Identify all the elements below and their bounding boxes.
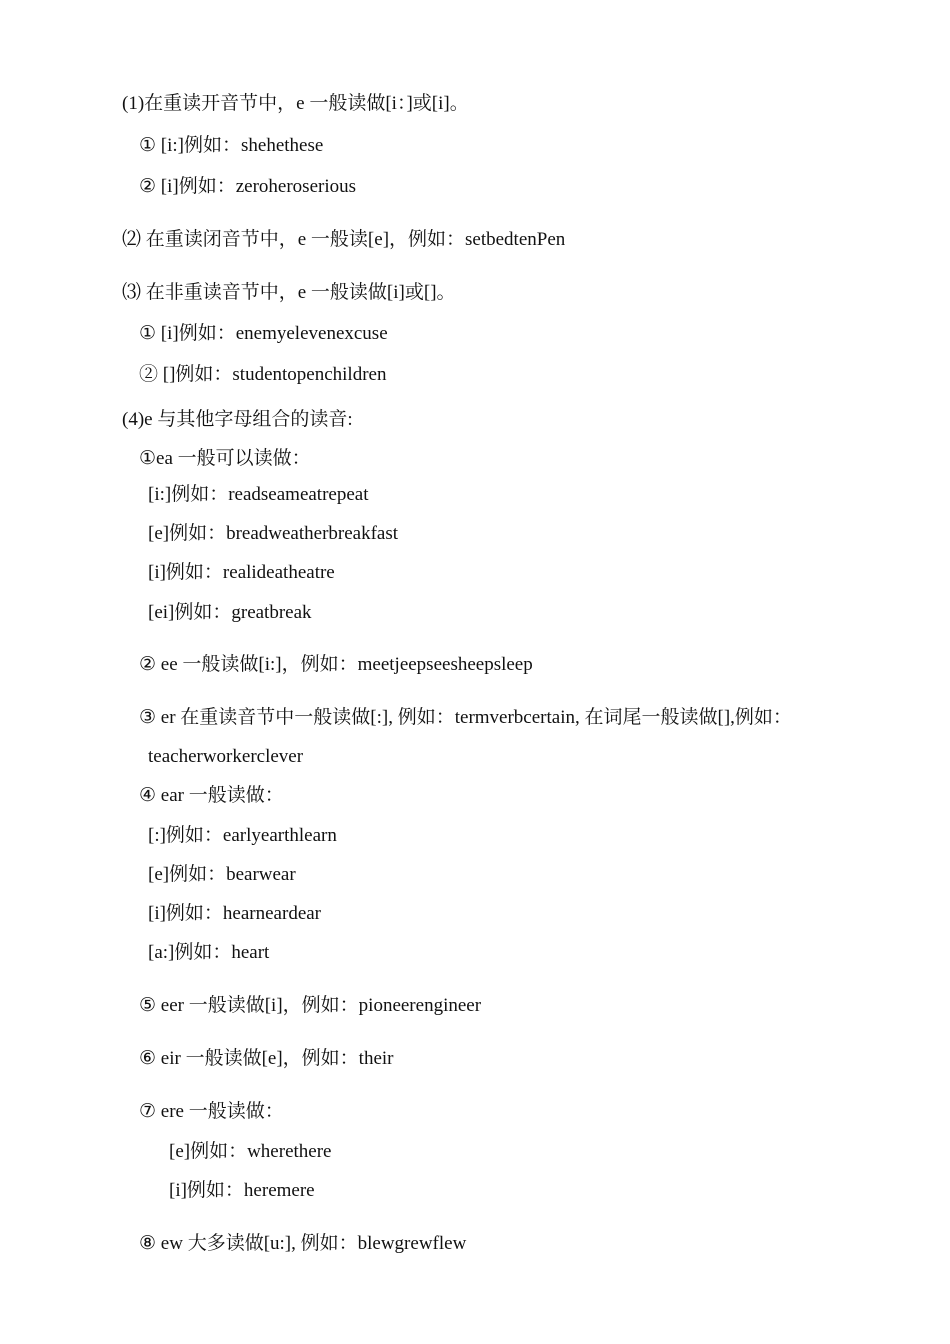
er-rule-continuation: teacherworkerclever bbox=[148, 746, 304, 767]
ea-example-4: [ei]例如：greatbreak bbox=[148, 602, 312, 623]
ew-rule: ⑧ ew 大多读做[u:], 例如：blewgrewflew bbox=[139, 1233, 467, 1254]
rule-3-heading: ⑶ 在非重读音节中，e 一般读做[i]或[]。 bbox=[122, 282, 456, 303]
ere-example-1: [e]例如：wherethere bbox=[169, 1141, 332, 1162]
ear-example-1: [:]例如：earlyearthlearn bbox=[148, 825, 337, 846]
rule-4-heading: (4)e 与其他字母组合的读音: bbox=[122, 409, 353, 430]
rule-3-item-1: ① [i]例如：enemyelevenexcuse bbox=[139, 323, 388, 344]
ea-example-3: [i]例如：realideatheatre bbox=[148, 562, 335, 583]
rule-1-item-1: ① [i:]例如：shehethese bbox=[139, 135, 324, 156]
rule-2-heading: ⑵ 在重读闭音节中，e 一般读[e]，例如：setbedtenPen bbox=[122, 229, 566, 250]
ee-rule: ② ee 一般读做[i:]，例如：meetjeepseesheepsleep bbox=[139, 654, 533, 675]
ear-example-4: [a:]例如：heart bbox=[148, 942, 270, 963]
er-rule: ③ er 在重读音节中一般读做[:], 例如：termverbcertain, 在词尾一般读做[],例如： bbox=[139, 707, 792, 728]
rule-1-item-2: ② [i]例如：zeroheroserious bbox=[139, 176, 356, 197]
ea-heading: ①ea 一般可以读做： bbox=[139, 448, 311, 469]
ea-example-1: [i:]例如：readseameatrepeat bbox=[148, 484, 369, 505]
ere-heading: ⑦ ere 一般读做： bbox=[139, 1101, 284, 1122]
ere-example-2: [i]例如：heremere bbox=[169, 1180, 315, 1201]
ea-example-2: [e]例如：breadweatherbreakfast bbox=[148, 523, 399, 544]
ear-heading: ④ ear 一般读做： bbox=[139, 785, 284, 806]
ear-example-3: [i]例如：hearneardear bbox=[148, 903, 322, 924]
rule-1-heading: (1)在重读开音节中，e 一般读做[i：]或[i]。 bbox=[122, 93, 469, 114]
rule-3-item-2: ② []例如：studentopenchildren bbox=[139, 364, 387, 385]
eer-rule: ⑤ eer 一般读做[i]，例如：pioneerengineer bbox=[139, 995, 482, 1016]
ear-example-2: [e]例如：bearwear bbox=[148, 864, 296, 885]
eir-rule: ⑥ eir 一般读做[e]，例如：their bbox=[139, 1048, 394, 1069]
